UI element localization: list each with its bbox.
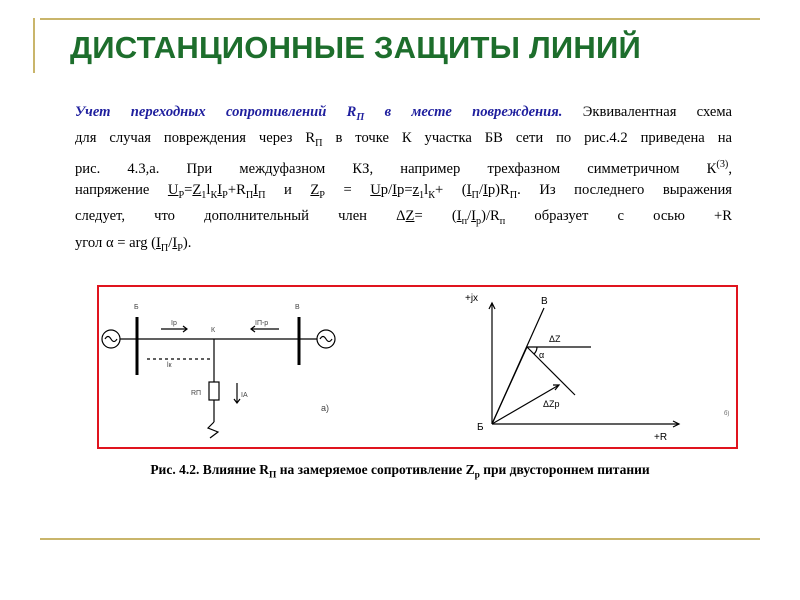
- paragraph-line-5: следует, что дополнительный член $\Delta Z= (I_п/I_р)/R_п$ образует с осью +R: [75, 208, 732, 228]
- delta-z-label: ΔZ: [549, 334, 561, 344]
- delta-zp-label: ΔZр: [543, 399, 560, 409]
- scheme-letter-label: а): [321, 403, 330, 413]
- point-k-label: К: [211, 327, 216, 334]
- axis-jx-label: +jx: [465, 293, 479, 304]
- current-ia-label: IА: [241, 392, 248, 399]
- resistor-label: RП: [191, 390, 202, 397]
- decor-vertical-rule: [33, 18, 35, 73]
- figure-frame: [97, 285, 738, 449]
- paragraph-line-1: [75, 102, 732, 128]
- paragraph-line-4: напряжение $U_Р=Z_1l_КI_Р+R_ПI_П$ и $Z_Р = Uр/Iр=z_1l_К+ (I_П/Iр)R_П$. Из последнего выражения: [75, 182, 733, 202]
- paragraph-line-2: для случая повреждения через $R_П$ в точке К участка БВ сети по рис.4.2 приведена на: [75, 130, 732, 150]
- body-paragraph: [75, 102, 732, 259]
- paragraph-line-1-rest: Эквивалентная схема: [582, 104, 732, 120]
- ground-zigzag-icon: [208, 422, 218, 438]
- origin-label: Б: [477, 422, 484, 433]
- vector-zk: [492, 347, 527, 424]
- axis-r-label: +R: [654, 432, 668, 443]
- length-label: lк: [167, 362, 172, 369]
- slide-title: ДИСТАНЦИОННЫЕ ЗАЩИТЫ ЛИНИЙ: [70, 30, 641, 65]
- current-ipp-label: IП-р: [255, 320, 269, 327]
- figure-caption: Рис. 4.2. Влияние $R_П$ на замеряемое сопротивление $Z_р$ при двустороннем питании: [150, 462, 650, 481]
- diagram-letter-label: б): [724, 411, 730, 417]
- figure-svg: [99, 287, 736, 447]
- circuit-scheme: [102, 317, 335, 438]
- point-b-label: В: [541, 296, 548, 307]
- alpha-arc: [534, 347, 537, 354]
- resistor-rp: [209, 382, 219, 400]
- bus-right-label: В: [295, 304, 300, 311]
- bus-left-label: Б: [134, 304, 139, 311]
- diagram-labels: [465, 293, 729, 443]
- source-right-wave-icon: [320, 337, 332, 342]
- paragraph-line-3: рис. 4.3,а. При междуфазном КЗ, например трехфазном симметричном $К^{(3)}$,: [75, 159, 732, 178]
- alpha-label: α: [539, 350, 545, 360]
- source-left-wave-icon: [105, 337, 117, 342]
- decor-top-rule: [40, 18, 760, 20]
- current-ip-label: Iр: [171, 320, 177, 327]
- paragraph-lead: Учет переходных сопротивлений $R_П$ в месте повреждения.: [75, 104, 563, 123]
- paragraph-line-6: угол α = arg $(I_П/I_Р)$.: [75, 234, 192, 254]
- vector-diagram: [489, 303, 679, 427]
- decor-bottom-rule: [40, 538, 760, 540]
